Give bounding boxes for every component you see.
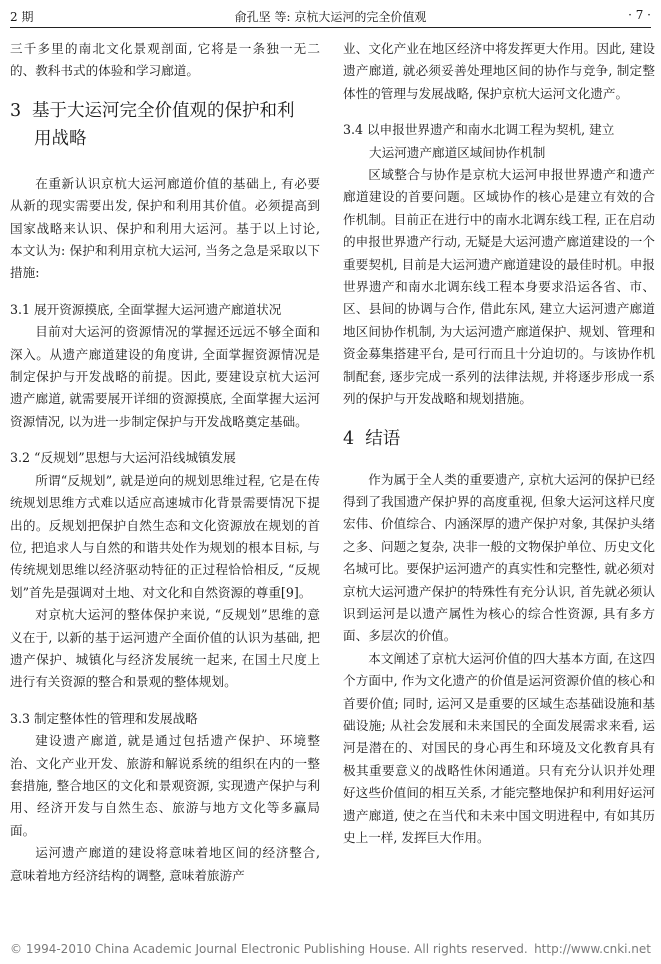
issue-number: 2 期: [10, 10, 34, 24]
subsection-3-3-paragraph-1: 建设遗产廊道, 就是通过包括遗产保护、环境整治、文化产业开发、旅游和解说系统的组织在内的一整套措施, 整合地区的文化和景观资源, 实现遗产保护与利用、经济开发与自然生态、旅游与地方文化等多赢局面。: [10, 733, 320, 838]
section-4-heading: [343, 425, 655, 453]
section-4-paragraph-1: 作为属于全人类的重要遗产, 京杭大运河的保护已经得到了我国遗产保护界的高度重视, 但象大运河这样尺度宏伟、价值综合、内涵深厚的遗产保护对象, 其保护头绪之多、问题之复杂, 决非一般的文物保护单位、历史文化名城可比。要保护运河遗产的真实性和完整性, 就必须对京杭大运河遗产保护的特殊性有充分认识, 首先就必须认识到运河是以遗产属性为核心的综合性资源, 具有多方面、多层次的价值。: [343, 471, 655, 644]
page-header: [10, 0, 651, 28]
running-title: 俞孔坚 等: 京杭大运河的完全价值观: [234, 10, 427, 24]
subsection-3-3-paragraph-2: 运河遗产廊道的建设将意味着地区间的经济整合, 意味着地方经济结构的调整, 意味着旅游产: [10, 845, 320, 883]
section-3-number: 3: [10, 100, 22, 121]
subsection-3-2-heading: 3.2 “反规划”思想与大运河沿线城镇发展: [10, 450, 236, 466]
page-number: · 7 ·: [628, 8, 651, 22]
footer-url-link[interactable]: http://www.cnki.net: [534, 942, 651, 956]
copyright-notice: © 1994-2010 China Academic Journal Electronic Publishing House. All rights reserved.: [10, 942, 528, 956]
subsection-3-3-heading: 3.3 制定整体性的管理和发展战略: [10, 710, 198, 726]
left-column: [10, 38, 320, 887]
subsection-3-4-heading-line2: 大运河遗产廊道区域间协作机制: [369, 144, 546, 160]
subsection-3-2-paragraph-1: 所谓“反规划”, 就是逆向的规划思维过程, 它是在传统规划思维方式难以适应高速城市化背景需要情况下提出的。反规划把保护自然生态和文化资源放在规划的首位, 把追求人与自然的和谐共处作为规划的根本目标, 与传统规划思维以经济驱动特征的正过程恰恰相反, “反规划”首先是强调对土地、对文化和自然资源的尊重[9]。: [10, 472, 320, 600]
right-column: [343, 38, 655, 849]
subsection-3-1-heading: 3.1 展开资源摸底, 全面掌握大运河遗产廊道状况: [10, 301, 282, 317]
subsection-3-4-heading: [343, 119, 655, 164]
section-4-paragraph-2: 本文阐述了京杭大运河价值的四大基本方面, 在这四个方面中, 作为文化遗产的价值是运河资源价值的核心和首要价值; 同时, 运河又是重要的区域生态基础设施和基础设施; 从社会发展和未来国民的全面发展需求来看, 运河是潜在的、对国民的身心再生和环境及文化教育具有极其重要意义的战略性休闲通道。只有充分认识并处理好这些价值间的相互关系, 才能完整地保护和利用好运河遗产廊道, 使之在当代和未来中国文明进程中, 有如其历史上一样, 发挥巨大作用。: [343, 650, 655, 845]
subsection-3-2-paragraph-2: 对京杭大运河的整体保护来说, “反规划”思维的意义在于, 以新的基于运河遗产全面价值的认识为基础, 把遗产保护、城镇化与经济发展统一起来, 在国土尺度上进行有关资源的整合和景观的整体规划。: [10, 607, 320, 690]
subsection-3-4-heading-line1: 3.4 以申报世界遗产和南水北调工程为契机, 建立: [343, 122, 615, 138]
intro-paragraph: 三千多里的南北文化景观剖面, 它将是一条独一无二的、教科书式的体验和学习廊道。: [10, 41, 320, 79]
subsection-3-4-paragraph: 区域整合与协作是京杭大运河申报世界遗产和遗产廊道建设的首要问题。区域协作的核心是建立有效的合作机制。目前正在进行中的南水北调东线工程, 正在启动的申报世界遗产行动, 无疑是大运河遗产廊道建设的一个重要契机, 目前是大运河遗产廊道建设的最佳时机。申报世界遗产和南水北调东线工程本身要求沿运各省、市、区、县间的协调与合作, 借此东风, 建立大运河遗产廊道地区间协作机制, 为大运河遗产廊道保护、规划、管理和资金募集搭建平台, 是可行而且十分迫切的。与该协作机制配套, 逐步完成一系列的法律法规, 并将逐步形成一系列的保护与开发战略和规划措施。: [343, 167, 655, 407]
section-4-number: 4: [343, 428, 355, 449]
continuation-paragraph: 业、文化产业在地区经济中将发挥更大作用。因此, 建设遗产廊道, 就必须妥善处理地区间的协作与竞争, 制定整体性的管理与发展战略, 保护京杭大运河文化遗产。: [343, 41, 655, 101]
subsection-3-1-paragraph: 目前对大运河的资源情况的掌握还远远不够全面和深入。从遗产廊道建设的角度讲, 全面掌握资源情况是制定保护与开发战略的前提。因此, 要建设京杭大运河遗产廊道, 就需要展开详细的资源摸底, 全面掌握大运河资源情况, 以为进一步制定保护与开发战略奠定基础。: [10, 324, 320, 429]
section-3-paragraph: 在重新认识京杭大运河廊道价值的基础上, 有必要从新的现实需要出发, 保护和利用其价值。必须提高到国家战略来认识、保护和利用大运河。基于以上讨论, 本文认为: 保护和利用京杭大运河, 当务之急是采取以下措施:: [10, 175, 320, 281]
section-3-title-line1: 基于大运河完全价值观的保护和利: [32, 100, 295, 121]
section-3-heading: [10, 97, 320, 153]
section-4-title: 结语: [365, 428, 401, 449]
section-3-title-line2: 用战略: [34, 128, 87, 149]
